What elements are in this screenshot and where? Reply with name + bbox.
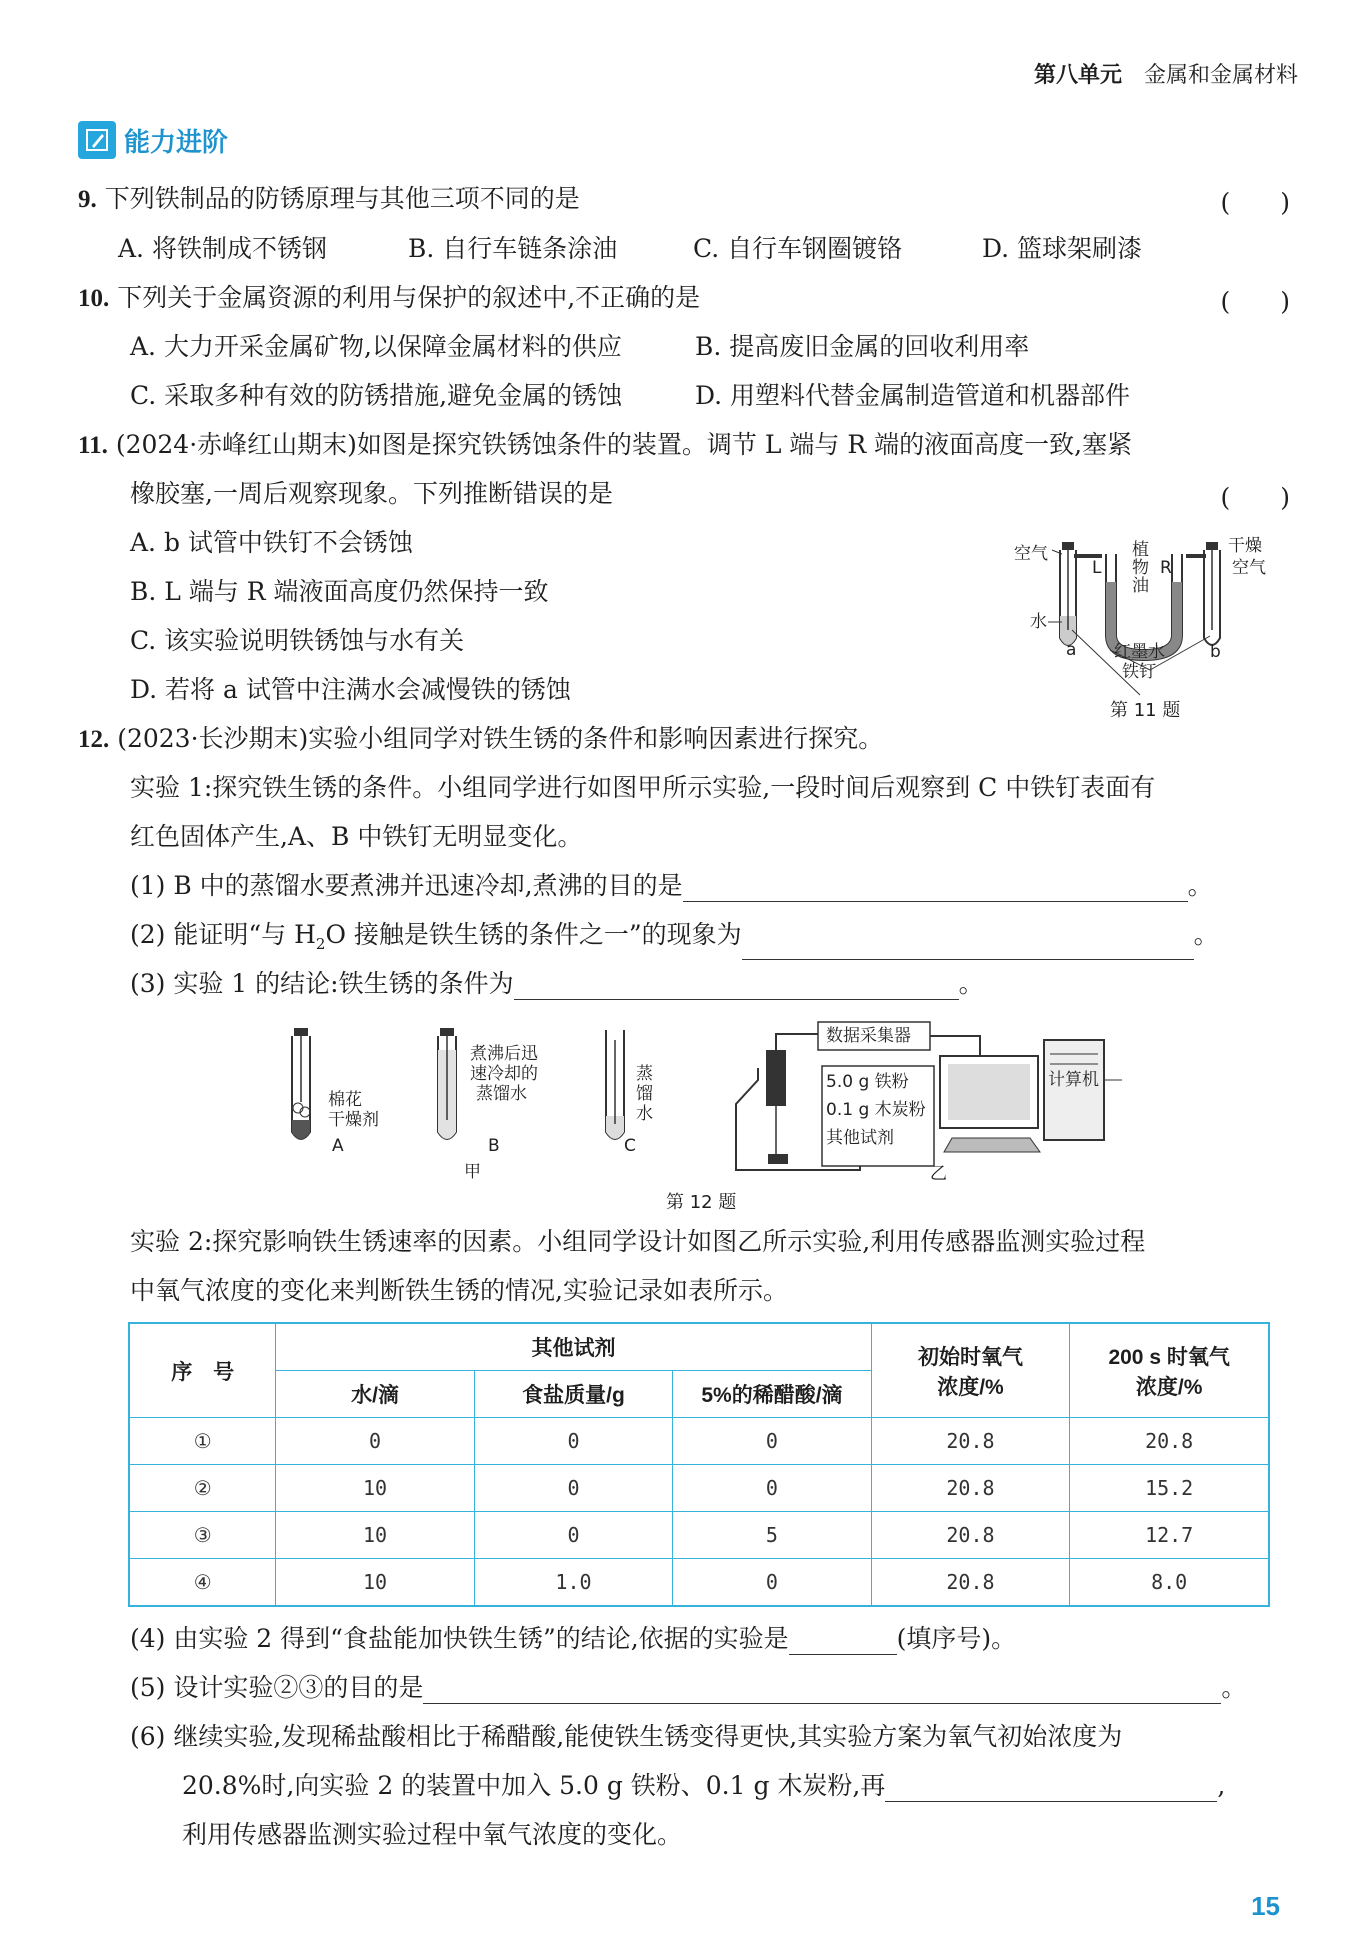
q12-sub6-line2 (182, 1770, 1225, 1802)
table-header-acid: 5%的稀醋酸/滴 (673, 1371, 871, 1418)
running-header (1034, 58, 1298, 89)
q11-option-c[interactable]: C. 该实验说明铁锈蚀与水有关 (130, 626, 465, 655)
table-header-row (129, 1323, 1269, 1371)
experiment-table (128, 1322, 1270, 1607)
q12-number: 12. (78, 726, 110, 753)
section-title: 能力进阶 (124, 126, 229, 157)
q12-exp2-line2: 中氧气浓度的变化来判断铁生锈的情况,实验记录如表所示。 (130, 1276, 788, 1305)
cell-acid: 0 (673, 1418, 871, 1465)
cell-salt: 0 (474, 1418, 673, 1465)
table-row (129, 1512, 1269, 1559)
q12-sub5-answer-blank[interactable] (423, 1677, 1221, 1704)
cell-seq: ① (129, 1418, 276, 1465)
cell-seq: ③ (129, 1512, 276, 1559)
page-number: 15 (1251, 1891, 1280, 1921)
q12-sub5-period: 。 (1221, 1673, 1247, 1702)
q12-label-B: B (488, 1136, 500, 1156)
q12-sub2-answer-blank[interactable] (742, 933, 1194, 960)
q12-label-desiccant: 干燥剂 (328, 1110, 379, 1130)
table-header-initial-o2-l2: 浓度/% (937, 1375, 1004, 1399)
q11-label-oil1: 植 (1132, 540, 1149, 560)
q10-option-a[interactable]: A. 大力开采金属矿物,以保障金属材料的供应 (130, 332, 622, 361)
q9-option-d[interactable]: D. 篮球架刷漆 (982, 234, 1143, 263)
q11-text-line1: (2024·赤峰红山期末)如图是探究铁锈蚀条件的装置。调节 L 端与 R 端的液面高度一致,塞紧 (115, 430, 1133, 459)
q12-label-collector: 数据采集器 (826, 1026, 911, 1046)
q11-option-a[interactable]: A. b 试管中铁钉不会锈蚀 (130, 528, 413, 557)
q11-label-ink: 红墨水 (1114, 642, 1165, 662)
q12-label-boiled1: 煮沸后迅 (470, 1044, 538, 1064)
q10-option-c[interactable]: C. 采取多种有效的防锈措施,避免金属的锈蚀 (130, 381, 623, 410)
q12-label-reagent2: 0.1 g 木炭粉 (826, 1100, 926, 1120)
q12-sub3-text: (3) 实验 1 的结论:铁生锈的条件为 (130, 969, 514, 998)
table-header-salt: 食盐质量/g (474, 1371, 673, 1418)
q11-option-b[interactable]: B. L 端与 R 端液面高度仍然保持一致 (130, 577, 549, 606)
q11-label-dry2: 空气 (1232, 558, 1266, 578)
q12-sub1 (130, 870, 1213, 902)
pencil-icon (78, 121, 116, 159)
q12-label-reagent3: 其他试剂 (826, 1128, 894, 1148)
cell-water: 10 (276, 1512, 474, 1559)
table-header-200s-o2 (1070, 1323, 1269, 1418)
q12-sub4-text-b: (填序号)。 (896, 1624, 1017, 1653)
q12-sub3 (130, 968, 984, 1000)
table-header-initial-o2-l1: 初始时氧气 (917, 1345, 1023, 1369)
cell-200s-o2: 20.8 (1070, 1418, 1269, 1465)
q11-number: 11. (78, 432, 108, 459)
q9-text: 下列铁制品的防锈原理与其他三项不同的是 (104, 184, 580, 213)
table-row (129, 1465, 1269, 1512)
cell-seq: ② (129, 1465, 276, 1512)
q12-label-computer: 计算机 (1048, 1070, 1099, 1090)
q12-sub6-line1: (6) 继续实验,发现稀盐酸相比于稀醋酸,能使铁生锈变得更快,其实验方案为氧气初始浓度为 (130, 1722, 1123, 1751)
q10-text: 下列关于金属资源的利用与保护的叙述中,不正确的是 (117, 283, 701, 312)
q12-sub4-answer-blank[interactable] (789, 1628, 897, 1655)
q11-label-b: b (1210, 642, 1221, 662)
q9-option-c[interactable]: C. 自行车钢圈镀铬 (693, 234, 903, 263)
unit-label: 第八单元 (1033, 62, 1122, 87)
q12-label-jia: 甲 (464, 1162, 481, 1182)
q12-apparatus-drawing (280, 1020, 1140, 1190)
q12-sub4-text-a: (4) 由实验 2 得到“食盐能加快铁生锈”的结论,依据的实验是 (130, 1624, 789, 1653)
cell-salt: 0 (474, 1465, 673, 1512)
q11-answer-paren[interactable]: ( ) (1220, 483, 1290, 512)
q9-number: 9. (78, 186, 97, 213)
q11-label-nail: 铁钉 (1122, 662, 1156, 682)
q12-figure-caption: 第 12 题 (666, 1192, 737, 1213)
q12-sub6-line3: 利用传感器监测实验过程中氧气浓度的变化。 (182, 1820, 683, 1849)
q12-figure (280, 1020, 1140, 1220)
table-header-other-reagents: 其他试剂 (276, 1323, 871, 1371)
q11-option-d[interactable]: D. 若将 a 试管中注满水会减慢铁的锈蚀 (130, 675, 571, 704)
q12-sub2 (130, 919, 1219, 960)
q11-figure (1010, 520, 1300, 720)
q11-label-L: L (1092, 558, 1102, 578)
cell-200s-o2: 15.2 (1070, 1465, 1269, 1512)
q10-answer-paren[interactable]: ( ) (1220, 287, 1290, 316)
q11-label-dry1: 干燥 (1228, 536, 1262, 556)
q12-sub2-text-b: O 接触是铁生锈的条件之一”的现象为 (325, 920, 742, 949)
q12-sub3-answer-blank[interactable] (514, 973, 959, 1000)
q12-exp1-line1: 实验 1:探究铁生锈的条件。小组同学进行如图甲所示实验,一段时间后观察到 C 中铁钉表面有 (130, 773, 1156, 802)
q11-label-air: 空气 (1014, 544, 1048, 564)
cell-seq: ④ (129, 1559, 276, 1607)
q11-stem-line1 (78, 429, 1132, 462)
q12-sub1-text: (1) B 中的蒸馏水要煮沸并迅速冷却,煮沸的目的是 (130, 871, 683, 900)
q11-label-R: R (1160, 558, 1172, 578)
q12-sub4 (130, 1623, 1016, 1655)
cell-initial-o2: 20.8 (871, 1418, 1070, 1465)
cell-water: 0 (276, 1418, 474, 1465)
cell-initial-o2: 20.8 (871, 1465, 1070, 1512)
cell-water: 10 (276, 1559, 474, 1607)
table-header-seq: 序 号 (129, 1323, 276, 1418)
q12-label-distilled-1: 蒸 (636, 1064, 653, 1084)
q11-label-water: 水 (1030, 612, 1047, 632)
q9-option-b[interactable]: B. 自行车链条涂油 (408, 234, 618, 263)
q12-sub2-subscript: 2 (315, 935, 326, 953)
q12-sub6-comma: , (1217, 1771, 1226, 1800)
q11-label-oil2: 物 (1132, 558, 1149, 578)
q12-sub1-answer-blank[interactable] (683, 875, 1188, 902)
q10-option-d[interactable]: D. 用塑料代替金属制造管道和机器部件 (695, 381, 1131, 410)
cell-salt: 0 (474, 1512, 673, 1559)
cell-acid: 0 (673, 1465, 871, 1512)
unit-title: 金属和金属材料 (1143, 63, 1298, 88)
q12-sub2-text-a: (2) 能证明“与 H (130, 920, 316, 949)
q11-label-oil3: 油 (1132, 576, 1149, 596)
q12-sub1-period: 。 (1187, 871, 1213, 900)
section-heading (78, 118, 228, 162)
q10-number: 10. (78, 285, 110, 312)
cell-acid: 0 (673, 1559, 871, 1607)
q12-sub2-period: 。 (1193, 920, 1219, 949)
cell-200s-o2: 12.7 (1070, 1512, 1269, 1559)
q12-stem (78, 723, 883, 756)
q12-sub6-line2-text: 20.8%时,向实验 2 的装置中加入 5.0 g 铁粉、0.1 g 木炭粉,再 (182, 1771, 886, 1800)
cell-salt: 1.0 (474, 1559, 673, 1607)
q10-stem (78, 282, 700, 315)
q12-label-reagent1: 5.0 g 铁粉 (826, 1072, 909, 1092)
q12-label-boiled3: 蒸馏水 (476, 1084, 527, 1104)
cell-initial-o2: 20.8 (871, 1559, 1070, 1607)
q11-figure-caption: 第 11 题 (1110, 700, 1181, 721)
table-row (129, 1418, 1269, 1465)
q12-label-C: C (624, 1136, 636, 1156)
table-header-200s-o2-l2: 浓度/% (1135, 1375, 1203, 1399)
q9-stem (78, 183, 580, 216)
q12-sub3-period: 。 (958, 969, 984, 998)
q11-label-a: a (1066, 640, 1077, 660)
cell-water: 10 (276, 1465, 474, 1512)
q9-option-a[interactable]: A. 将铁制成不锈钢 (118, 234, 327, 263)
q12-label-distilled-3: 水 (636, 1104, 653, 1124)
q12-label-cotton: 棉花 (328, 1090, 362, 1110)
q12-exp2-line1: 实验 2:探究影响铁生锈速率的因素。小组同学设计如图乙所示实验,利用传感器监测实验过程 (130, 1227, 1146, 1256)
q12-text: (2023·长沙期末)实验小组同学对铁生锈的条件和影响因素进行探究。 (117, 724, 884, 753)
q12-label-distilled-2: 馏 (636, 1084, 653, 1104)
table-header-200s-o2-l1: 200 s 时氧气 (1108, 1345, 1230, 1369)
table-header-initial-o2 (871, 1323, 1070, 1418)
q9-answer-paren[interactable]: ( ) (1220, 188, 1290, 217)
q12-label-yi: 乙 (930, 1164, 947, 1184)
table-row (129, 1559, 1269, 1607)
cell-200s-o2: 8.0 (1070, 1559, 1269, 1607)
cell-acid: 5 (673, 1512, 871, 1559)
q12-label-boiled2: 速冷却的 (470, 1064, 538, 1084)
q11-stem-line2: 橡胶塞,一周后观察现象。下列推断错误的是 (130, 479, 613, 508)
q12-label-A: A (332, 1136, 344, 1156)
q12-sub6-answer-blank[interactable] (885, 1775, 1217, 1802)
cell-initial-o2: 20.8 (871, 1512, 1070, 1559)
q12-sub5 (130, 1672, 1246, 1704)
q10-option-b[interactable]: B. 提高废旧金属的回收利用率 (695, 332, 1030, 361)
table-header-water: 水/滴 (276, 1371, 474, 1418)
q12-exp1-line2: 红色固体产生,A、B 中铁钉无明显变化。 (130, 822, 583, 851)
q12-sub5-text: (5) 设计实验②③的目的是 (130, 1673, 424, 1702)
